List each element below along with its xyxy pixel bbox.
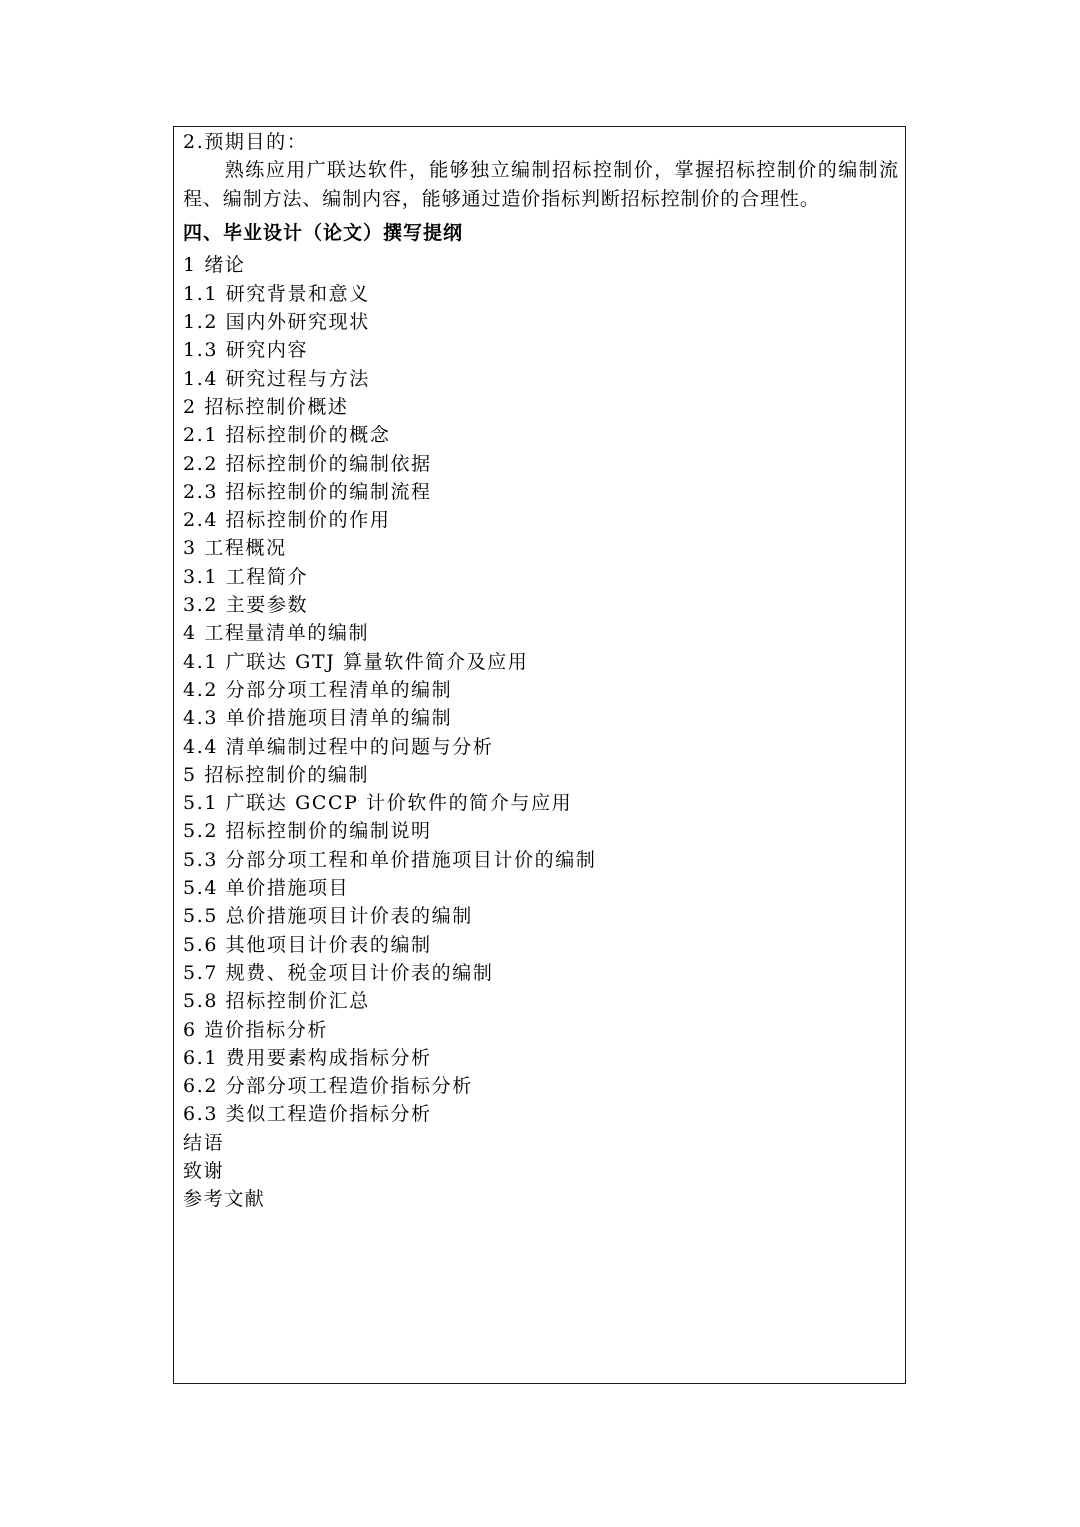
- outline-item: 2.4 招标控制价的作用: [183, 509, 391, 532]
- outline-item: 6.3 类似工程造价指标分析: [183, 1103, 432, 1126]
- outline-item: 5.7 规费、税金项目计价表的编制: [183, 961, 494, 984]
- outline-item: 1 绪论: [183, 254, 246, 277]
- expected-purpose-paragraph: 熟练应用广联达软件，能够独立编制招标控制价，掌握招标控制价的编制流程、编制方法、编制内容，能够通过造价指标判断招标控制价的合理性。: [183, 159, 899, 210]
- outline-item-acknowledgements: 致谢: [183, 1159, 225, 1182]
- outline-item: 6.2 分部分项工程造价指标分析: [183, 1075, 473, 1098]
- outline-item: 4.2 分部分项工程清单的编制: [183, 678, 453, 701]
- outline-item: 4 工程量清单的编制: [183, 622, 370, 645]
- outline-item: 1.3 研究内容: [183, 339, 309, 362]
- outline-item: 5.8 招标控制价汇总: [183, 990, 370, 1013]
- outline-item: 1.2 国内外研究现状: [183, 311, 370, 334]
- outline-item: 4.1 广联达 GTJ 算量软件简介及应用: [183, 650, 529, 673]
- outline-item: 3 工程概况: [183, 537, 287, 560]
- outline-item: 5.2 招标控制价的编制说明: [183, 820, 432, 843]
- outline-item: 6.1 费用要素构成指标分析: [183, 1046, 432, 1069]
- outline-item: 5.5 总价措施项目计价表的编制: [183, 905, 473, 928]
- cell-content: [183, 128, 899, 1214]
- outline-heading: 四、毕业设计（论文）撰写提纲: [183, 222, 464, 245]
- outline-item: 4.3 单价措施项目清单的编制: [183, 707, 453, 730]
- outline-item: 2.1 招标控制价的概念: [183, 424, 391, 447]
- outline-item: 5 招标控制价的编制: [183, 763, 370, 786]
- outline-item: 2.2 招标控制价的编制依据: [183, 452, 432, 475]
- outline-item: 4.4 清单编制过程中的问题与分析: [183, 735, 494, 758]
- outline-item: 5.4 单价措施项目: [183, 877, 350, 900]
- outline-item-references: 参考文献: [183, 1188, 266, 1211]
- outline-item: 1.1 研究背景和意义: [183, 282, 370, 305]
- outline-item: 5.1 广联达 GCCP 计价软件的简介与应用: [183, 792, 573, 815]
- outline-item: 3.1 工程简介: [183, 565, 309, 588]
- outline-item-conclusion: 结语: [183, 1131, 225, 1154]
- outline-item: 6 造价指标分析: [183, 1018, 328, 1041]
- outline-item: 1.4 研究过程与方法: [183, 367, 370, 390]
- outline-item: 5.3 分部分项工程和单价措施项目计价的编制: [183, 848, 597, 871]
- outline-item: 3.2 主要参数: [183, 594, 309, 617]
- outline-item: 5.6 其他项目计价表的编制: [183, 933, 432, 956]
- outline-item: 2 招标控制价概述: [183, 395, 349, 418]
- expected-purpose-label: 2.预期目的：: [183, 131, 308, 153]
- thesis-outline-list: [183, 251, 899, 1213]
- outline-item: 2.3 招标控制价的编制流程: [183, 480, 432, 503]
